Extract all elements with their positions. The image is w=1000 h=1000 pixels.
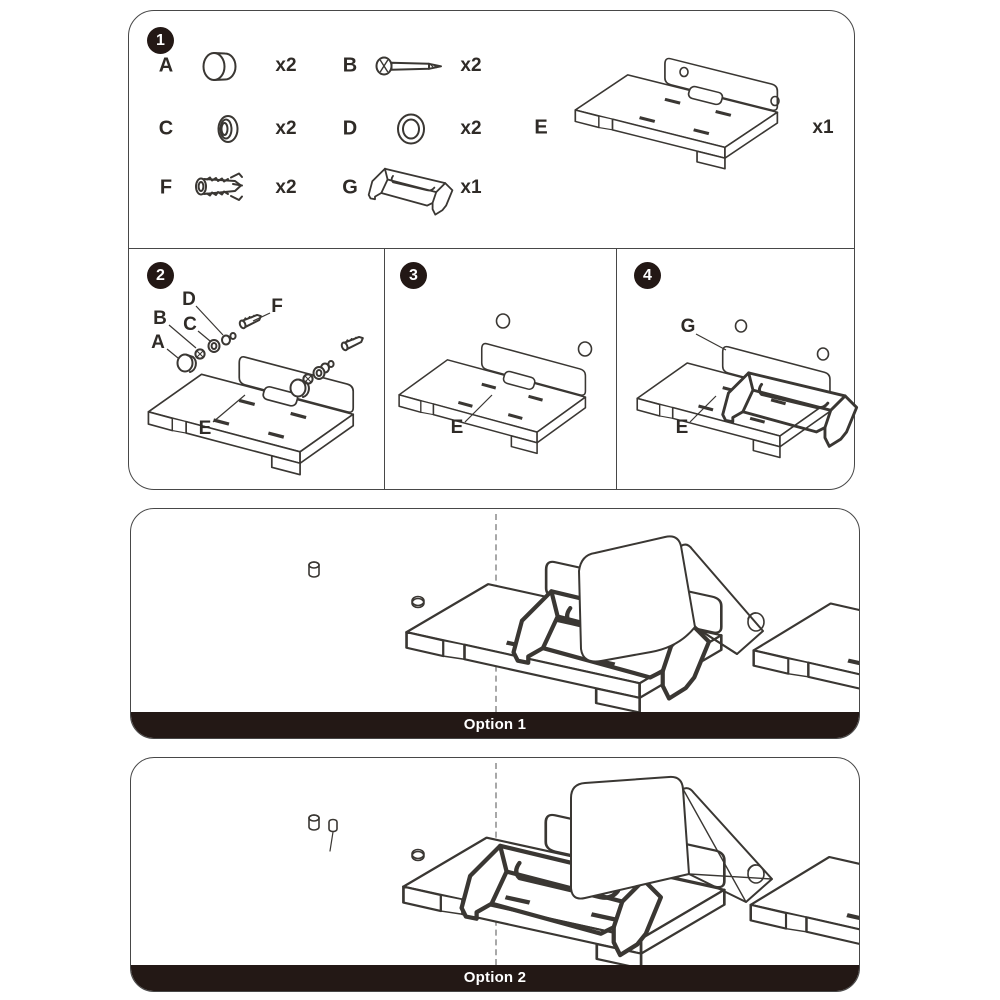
step2-callout-B: B (153, 308, 167, 329)
option2-caption-bar (131, 965, 859, 991)
part-qty-D: x2 (460, 118, 482, 139)
option2-caption: Option 2 (463, 969, 527, 986)
steps-panel-group (128, 10, 855, 490)
step3-drawing (384, 248, 616, 489)
step3-badge: 3 (400, 262, 427, 289)
part-label-D: D (342, 117, 358, 140)
step4-badge: 4 (634, 262, 661, 289)
part-qty-G: x1 (460, 177, 482, 198)
step3-panel (384, 248, 616, 489)
option1-caption-bar (131, 712, 859, 738)
step2-drawing (129, 248, 384, 489)
cap-part-icon (201, 49, 247, 85)
part-qty-B: x2 (460, 55, 482, 76)
step2-callout-D: D (182, 289, 196, 310)
step2-callout-A: A (151, 332, 165, 353)
washer-part-icon (393, 111, 429, 147)
part-label-A: A (158, 54, 174, 77)
step2-callout-F: F (271, 296, 283, 317)
option2-panel (130, 757, 860, 992)
step1-panel (129, 11, 856, 248)
step4-panel (616, 248, 856, 489)
part-label-C: C (158, 117, 174, 140)
grommet-part-icon (211, 112, 247, 146)
option1-drawing (131, 509, 860, 714)
step2-badge: 2 (147, 262, 174, 289)
step2-panel (129, 248, 384, 489)
step2-callout-E: E (198, 418, 212, 439)
option1-panel (130, 508, 860, 739)
wall-anchor-part-icon (193, 171, 251, 205)
step4-drawing (616, 248, 856, 489)
part-label-E: E (534, 116, 548, 139)
part-qty-F: x2 (275, 177, 297, 198)
step4-callout-E: E (675, 417, 689, 438)
tray-part-icon (564, 53, 804, 203)
part-qty-E: x1 (812, 117, 834, 138)
option1-caption: Option 1 (463, 716, 527, 733)
part-qty-C: x2 (275, 118, 297, 139)
step3-callout-E: E (450, 417, 464, 438)
screw-part-icon (375, 55, 445, 77)
part-label-G: G (342, 176, 358, 199)
option2-drawing (131, 758, 860, 967)
step4-callout-G: G (680, 316, 696, 337)
part-label-F: F (159, 176, 173, 199)
clip-part-icon (357, 157, 465, 229)
part-qty-A: x2 (275, 55, 297, 76)
step2-callout-C: C (183, 314, 197, 335)
step1-badge: 1 (147, 27, 174, 54)
part-label-B: B (342, 54, 358, 77)
